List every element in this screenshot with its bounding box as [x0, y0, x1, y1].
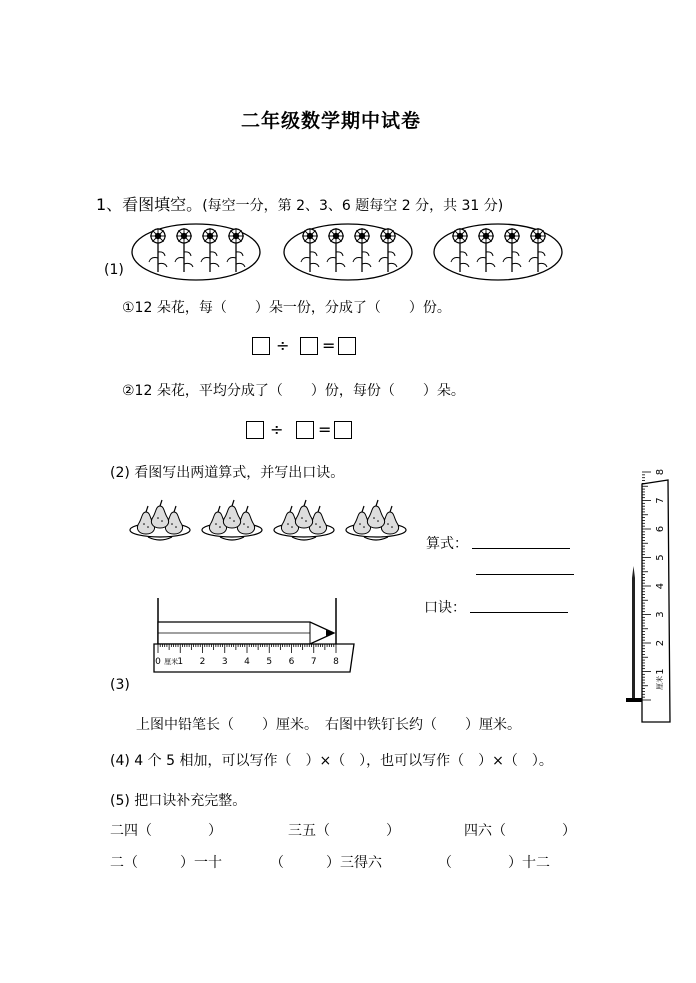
nail-ruler-figure	[620, 468, 676, 726]
ruler-tick-label: 1	[655, 668, 666, 675]
ruler-tick-label: 2	[199, 657, 206, 667]
pear-icon	[295, 500, 312, 528]
flower-icon	[529, 228, 547, 272]
pear-plate	[200, 492, 264, 542]
ruler-tick-label: 5	[655, 554, 666, 561]
answer-box[interactable]	[334, 421, 352, 439]
formula-answer-line-1[interactable]	[472, 548, 570, 549]
question-1-heading	[96, 192, 503, 215]
ruler-tick-label: 7	[655, 497, 666, 504]
question-1-scoring-note: (每空一分，第 2、3、6 题每空 2 分，共 31 分)	[202, 198, 504, 214]
pear-plate	[128, 492, 192, 542]
flower-icon	[451, 228, 469, 272]
part-3-line: 上图中铅笔长（ ）厘米。 右图中铁钉长约（ ）厘米。	[136, 717, 521, 733]
divide-sign: ÷	[276, 336, 290, 355]
flower-group-2	[282, 222, 414, 282]
ruler-tick-label: 8	[333, 657, 339, 667]
rhyme-blank-6[interactable]: （ ）十二	[438, 855, 550, 871]
ruler-unit-label: 厘米	[164, 658, 179, 666]
rhyme-blank-1[interactable]: 二四（ ）	[110, 823, 222, 839]
pencil	[158, 622, 334, 644]
formula-answer-line-2[interactable]	[476, 574, 574, 575]
equals-sign: =	[322, 336, 336, 355]
part-5-label: (5) 把口诀补充完整。	[110, 793, 247, 809]
rhyme-label: 口诀：	[424, 600, 466, 616]
answer-box[interactable]	[300, 337, 318, 355]
pear-plate	[272, 492, 336, 542]
pear-plate	[344, 492, 408, 542]
flower-icon	[201, 228, 219, 272]
rhyme-blank-3[interactable]: 四六（ ）	[464, 823, 576, 839]
ruler-tick-label: 0	[155, 657, 161, 667]
ruler-tick-label: 4	[244, 657, 250, 667]
equals-sign: =	[318, 420, 332, 439]
ruler	[642, 469, 670, 722]
pencil-ruler-figure	[150, 596, 356, 678]
ruler-tick-label: 4	[655, 582, 666, 590]
flower-icon	[149, 228, 167, 272]
flower-group-3	[432, 222, 564, 282]
part-1-label: (1)	[104, 262, 124, 278]
part-1-line-a: ①12 朵花，每（ ）朵一份，分成了（ ）份。	[122, 300, 451, 316]
ruler-tick-label: 3	[655, 611, 666, 618]
answer-box[interactable]	[338, 337, 356, 355]
ruler-tick-label: 3	[221, 657, 228, 667]
part-3-label: (3)	[110, 677, 130, 693]
answer-box[interactable]	[252, 337, 270, 355]
flower-icon	[477, 228, 495, 272]
pear-icon	[151, 500, 168, 528]
part-1-line-b: ②12 朵花，平均分成了（ ）份，每份（ ）朵。	[122, 383, 465, 399]
flower-group-1	[130, 222, 262, 282]
question-1-title: 1、看图填空。	[96, 195, 203, 214]
rhyme-blank-5[interactable]: （ ）三得六	[270, 855, 382, 871]
part-2-label: (2) 看图写出两道算式，并写出口诀。	[110, 465, 345, 481]
pear-icon	[367, 500, 384, 528]
ruler	[154, 644, 354, 672]
answer-box[interactable]	[296, 421, 314, 439]
flower-icon	[301, 228, 319, 272]
formula-label: 算式：	[426, 536, 468, 552]
part-4-line: (4) 4 个 5 相加，可以写作（ ）×（ ），也可以写作（ ）×（ ）。	[110, 753, 553, 769]
pear-icon	[223, 500, 240, 528]
flower-icon	[353, 228, 371, 272]
flower-icon	[379, 228, 397, 272]
divide-sign: ÷	[270, 420, 284, 439]
flower-icon	[503, 228, 521, 272]
flower-icon	[227, 228, 245, 272]
ruler-tick-label: 1	[177, 657, 184, 667]
nail	[626, 566, 642, 702]
flower-icon	[175, 228, 193, 272]
ruler-tick-label: 8	[655, 468, 666, 476]
answer-box[interactable]	[246, 421, 264, 439]
ruler-tick-label: 7	[310, 657, 317, 667]
ruler-tick-label: 6	[655, 525, 666, 533]
page-title: 二年级数学期中试卷	[241, 110, 422, 132]
ruler-unit-label: 厘米	[656, 675, 664, 690]
rhyme-blank-2[interactable]: 三五（ ）	[288, 823, 400, 839]
rhyme-answer-line[interactable]	[470, 612, 568, 613]
ruler-tick-label: 5	[266, 657, 273, 667]
ruler-tick-label: 6	[288, 657, 295, 667]
ruler-tick-label: 2	[655, 639, 666, 647]
flower-icon	[327, 228, 345, 272]
rhyme-blank-4[interactable]: 二（ ）一十	[110, 855, 222, 871]
